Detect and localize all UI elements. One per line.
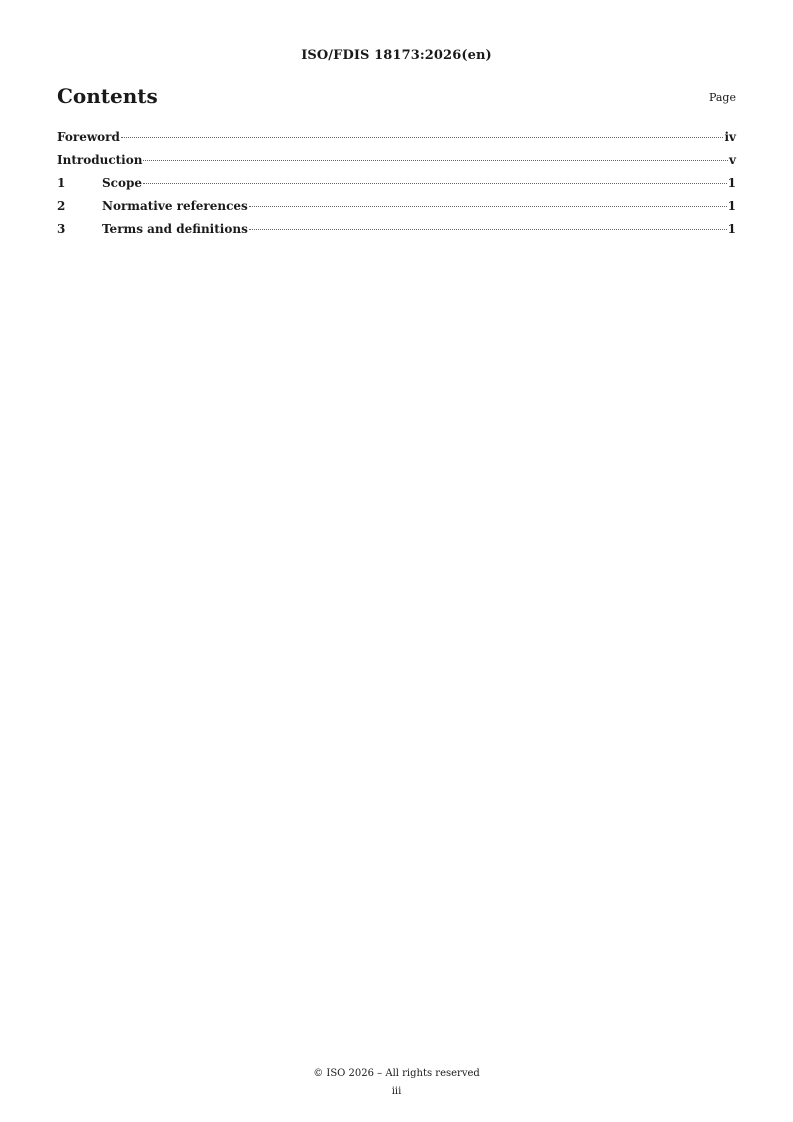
toc-entry-number: 1 <box>57 176 66 190</box>
toc-entry-page[interactable]: iv <box>724 130 736 144</box>
document-header: ISO/FDIS 18173:2026(en) <box>301 48 492 63</box>
toc-entry-title[interactable]: Normative references <box>102 199 248 213</box>
toc-entry-title[interactable]: Terms and definitions <box>102 222 248 236</box>
toc-dot-leader <box>249 229 727 230</box>
toc-entry-page[interactable]: 1 <box>727 176 736 190</box>
toc-entry-foreword[interactable] <box>57 129 736 152</box>
toc-entry-page[interactable]: v <box>729 153 736 167</box>
toc-entry-page[interactable]: 1 <box>727 199 736 213</box>
contents-title: Contents <box>57 84 158 108</box>
toc-entry-normative-references[interactable] <box>57 198 736 221</box>
toc-entry-title[interactable]: Foreword <box>57 130 120 144</box>
toc-dot-leader <box>121 137 724 138</box>
toc-entry-introduction[interactable] <box>57 152 736 175</box>
toc-dot-leader <box>143 183 727 184</box>
toc-dot-leader <box>143 160 728 161</box>
toc-entry-number: 3 <box>57 222 66 236</box>
toc-entry-title[interactable]: Introduction <box>57 153 143 167</box>
page-column-label: Page <box>708 91 736 104</box>
footer-copyright: © ISO 2026 – All rights reserved <box>313 1068 480 1079</box>
toc-entry-number: 2 <box>57 199 66 213</box>
toc-entry-page[interactable]: 1 <box>727 222 736 236</box>
toc-dot-leader <box>249 206 727 207</box>
table-of-contents <box>57 129 736 244</box>
toc-entry-terms-and-definitions[interactable] <box>57 221 736 244</box>
footer-page-number: iii <box>391 1086 402 1097</box>
toc-entry-title[interactable]: Scope <box>102 176 143 190</box>
contents-heading-row <box>57 84 736 108</box>
toc-entry-scope[interactable] <box>57 175 736 198</box>
